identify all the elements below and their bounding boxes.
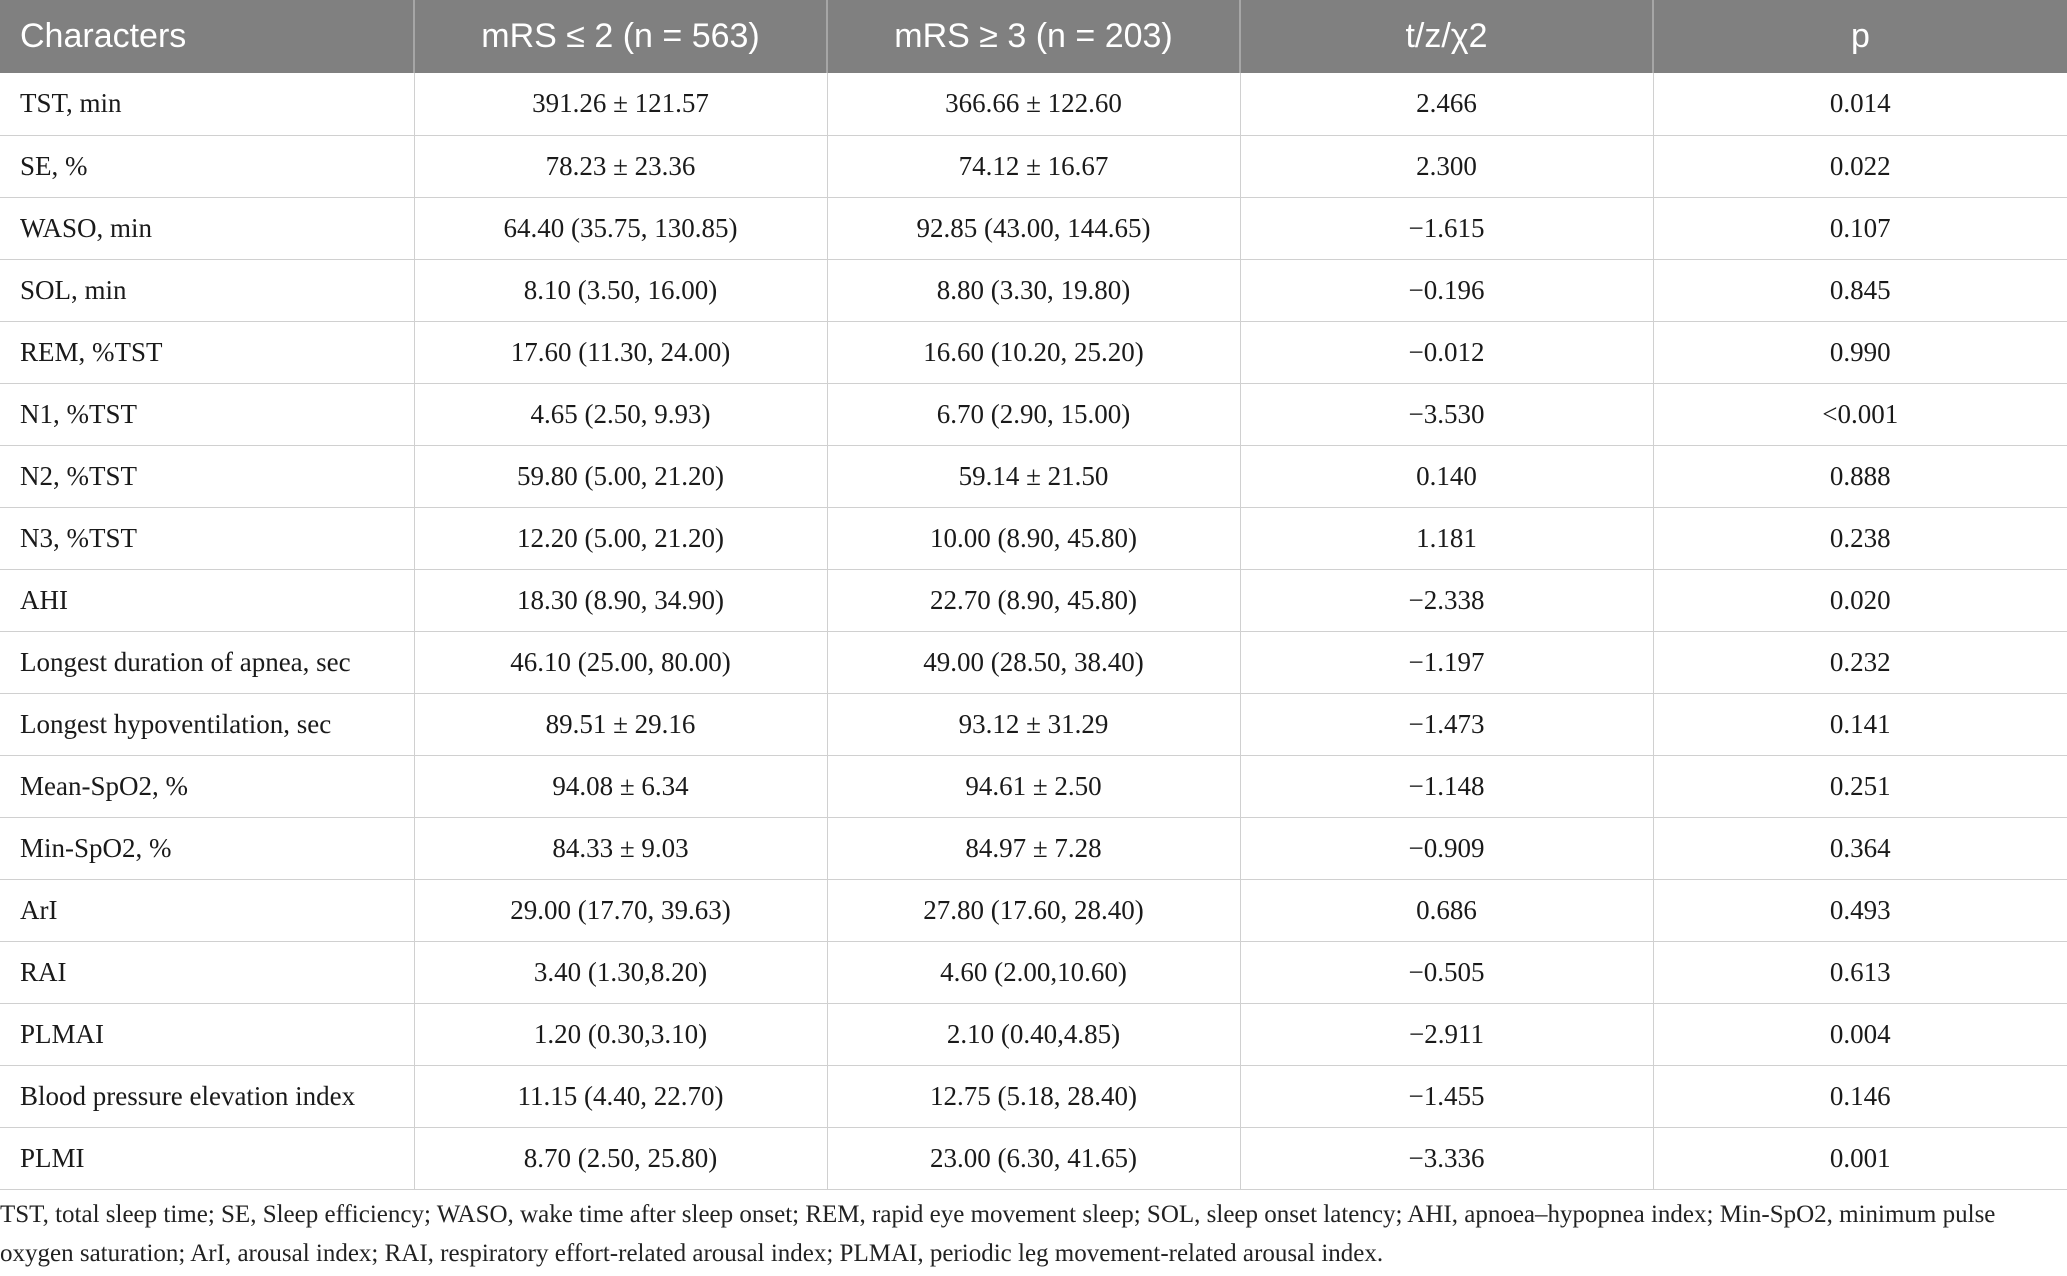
table-row <box>0 569 2067 631</box>
cell-p-value: 0.020 <box>1653 569 2067 631</box>
cell-test-statistic: 1.181 <box>1240 507 1653 569</box>
cell-test-statistic: −0.909 <box>1240 817 1653 879</box>
cell-mrs-high: 92.85 (43.00, 144.65) <box>827 197 1240 259</box>
cell-mrs-low: 46.10 (25.00, 80.00) <box>414 631 827 693</box>
cell-p-value: 0.251 <box>1653 755 2067 817</box>
cell-p-value: 0.022 <box>1653 135 2067 197</box>
table-row <box>0 507 2067 569</box>
cell-mrs-low: 84.33 ± 9.03 <box>414 817 827 879</box>
cell-mrs-high: 366.66 ± 122.60 <box>827 73 1240 135</box>
cell-p-value: 0.004 <box>1653 1003 2067 1065</box>
cell-mrs-low: 1.20 (0.30,3.10) <box>414 1003 827 1065</box>
cell-mrs-high: 4.60 (2.00,10.60) <box>827 941 1240 1003</box>
table-row <box>0 755 2067 817</box>
cell-mrs-low: 12.20 (5.00, 21.20) <box>414 507 827 569</box>
cell-mrs-low: 8.10 (3.50, 16.00) <box>414 259 827 321</box>
cell-mrs-high: 12.75 (5.18, 28.40) <box>827 1065 1240 1127</box>
header-test-statistic: t/z/χ2 <box>1240 0 1653 73</box>
cell-characteristic: PLMAI <box>0 1003 414 1065</box>
cell-mrs-high: 10.00 (8.90, 45.80) <box>827 507 1240 569</box>
cell-p-value: 0.888 <box>1653 445 2067 507</box>
cell-mrs-high: 84.97 ± 7.28 <box>827 817 1240 879</box>
cell-characteristic: Mean-SpO2, % <box>0 755 414 817</box>
cell-mrs-low: 64.40 (35.75, 130.85) <box>414 197 827 259</box>
cell-p-value: 0.146 <box>1653 1065 2067 1127</box>
table-footnote: TST, total sleep time; SE, Sleep efficiency; WASO, wake time after sleep onset; REM, rapid eye movement sleep; SOL, sleep onset latency; AHI, apnoea–hypopnea index; Min-SpO2, minimum pulse oxygen saturation; ArI, arousal index; RAI, respiratory effort-related arousal index; PLMAI, periodic leg movement-related arousal index. <box>0 1201 1996 1267</box>
cell-p-value: 0.001 <box>1653 1127 2067 1189</box>
cell-characteristic: Longest duration of apnea, sec <box>0 631 414 693</box>
cell-test-statistic: −3.530 <box>1240 383 1653 445</box>
cell-characteristic: Blood pressure elevation index <box>0 1065 414 1127</box>
cell-characteristic: SE, % <box>0 135 414 197</box>
cell-characteristic: AHI <box>0 569 414 631</box>
header-row <box>0 0 2067 73</box>
cell-test-statistic: 2.300 <box>1240 135 1653 197</box>
cell-characteristic: N3, %TST <box>0 507 414 569</box>
cell-mrs-high: 16.60 (10.20, 25.20) <box>827 321 1240 383</box>
cell-characteristic: Longest hypoventilation, sec <box>0 693 414 755</box>
table-row <box>0 1127 2067 1189</box>
cell-mrs-high: 49.00 (28.50, 38.40) <box>827 631 1240 693</box>
cell-characteristic: SOL, min <box>0 259 414 321</box>
table-row <box>0 259 2067 321</box>
cell-test-statistic: −1.473 <box>1240 693 1653 755</box>
table-row <box>0 941 2067 1003</box>
table-row <box>0 135 2067 197</box>
table-row <box>0 383 2067 445</box>
cell-test-statistic: −1.197 <box>1240 631 1653 693</box>
cell-p-value: 0.014 <box>1653 73 2067 135</box>
cell-p-value: 0.232 <box>1653 631 2067 693</box>
cell-mrs-low: 11.15 (4.40, 22.70) <box>414 1065 827 1127</box>
table-row <box>0 197 2067 259</box>
cell-characteristic: PLMI <box>0 1127 414 1189</box>
cell-p-value: 0.141 <box>1653 693 2067 755</box>
cell-test-statistic: 2.466 <box>1240 73 1653 135</box>
table-row <box>0 631 2067 693</box>
cell-p-value: 0.990 <box>1653 321 2067 383</box>
cell-mrs-high: 23.00 (6.30, 41.65) <box>827 1127 1240 1189</box>
cell-test-statistic: −1.455 <box>1240 1065 1653 1127</box>
cell-p-value: 0.107 <box>1653 197 2067 259</box>
table-row <box>0 1003 2067 1065</box>
table-row <box>0 817 2067 879</box>
cell-test-statistic: −0.196 <box>1240 259 1653 321</box>
cell-characteristic: ArI <box>0 879 414 941</box>
cell-test-statistic: 0.140 <box>1240 445 1653 507</box>
cell-test-statistic: −3.336 <box>1240 1127 1653 1189</box>
table-row <box>0 693 2067 755</box>
table-row <box>0 1065 2067 1127</box>
cell-mrs-low: 17.60 (11.30, 24.00) <box>414 321 827 383</box>
cell-test-statistic: −2.911 <box>1240 1003 1653 1065</box>
cell-mrs-high: 2.10 (0.40,4.85) <box>827 1003 1240 1065</box>
cell-mrs-low: 8.70 (2.50, 25.80) <box>414 1127 827 1189</box>
cell-characteristic: REM, %TST <box>0 321 414 383</box>
cell-test-statistic: −0.012 <box>1240 321 1653 383</box>
cell-p-value: 0.238 <box>1653 507 2067 569</box>
cell-p-value: <0.001 <box>1653 383 2067 445</box>
cell-p-value: 0.493 <box>1653 879 2067 941</box>
table-body <box>0 73 2067 1189</box>
cell-p-value: 0.364 <box>1653 817 2067 879</box>
table-row <box>0 445 2067 507</box>
table-row <box>0 73 2067 135</box>
cell-test-statistic: −0.505 <box>1240 941 1653 1003</box>
header-p-value: p <box>1653 0 2067 73</box>
cell-characteristic: TST, min <box>0 73 414 135</box>
cell-characteristic: Min-SpO2, % <box>0 817 414 879</box>
cell-test-statistic: −2.338 <box>1240 569 1653 631</box>
cell-mrs-high: 22.70 (8.90, 45.80) <box>827 569 1240 631</box>
table-header <box>0 0 2067 73</box>
cell-mrs-low: 89.51 ± 29.16 <box>414 693 827 755</box>
cell-mrs-high: 94.61 ± 2.50 <box>827 755 1240 817</box>
cell-mrs-high: 27.80 (17.60, 28.40) <box>827 879 1240 941</box>
cell-test-statistic: 0.686 <box>1240 879 1653 941</box>
cell-p-value: 0.845 <box>1653 259 2067 321</box>
cell-mrs-high: 8.80 (3.30, 19.80) <box>827 259 1240 321</box>
cell-characteristic: N1, %TST <box>0 383 414 445</box>
cell-p-value: 0.613 <box>1653 941 2067 1003</box>
table-row <box>0 879 2067 941</box>
cell-mrs-high: 93.12 ± 31.29 <box>827 693 1240 755</box>
cell-test-statistic: −1.148 <box>1240 755 1653 817</box>
cell-mrs-low: 4.65 (2.50, 9.93) <box>414 383 827 445</box>
cell-characteristic: N2, %TST <box>0 445 414 507</box>
cell-mrs-low: 78.23 ± 23.36 <box>414 135 827 197</box>
cell-mrs-low: 18.30 (8.90, 34.90) <box>414 569 827 631</box>
cell-mrs-low: 59.80 (5.00, 21.20) <box>414 445 827 507</box>
header-mrs-low: mRS ≤ 2 (n = 563) <box>414 0 827 73</box>
cell-mrs-low: 391.26 ± 121.57 <box>414 73 827 135</box>
header-characters: Characters <box>20 17 187 55</box>
table-row <box>0 321 2067 383</box>
cell-test-statistic: −1.615 <box>1240 197 1653 259</box>
cell-characteristic: RAI <box>0 941 414 1003</box>
cell-mrs-low: 94.08 ± 6.34 <box>414 755 827 817</box>
cell-mrs-high: 59.14 ± 21.50 <box>827 445 1240 507</box>
cell-mrs-low: 3.40 (1.30,8.20) <box>414 941 827 1003</box>
cell-mrs-low: 29.00 (17.70, 39.63) <box>414 879 827 941</box>
header-mrs-high: mRS ≥ 3 (n = 203) <box>827 0 1240 73</box>
cell-mrs-high: 74.12 ± 16.67 <box>827 135 1240 197</box>
cell-characteristic: WASO, min <box>0 197 414 259</box>
cell-mrs-high: 6.70 (2.90, 15.00) <box>827 383 1240 445</box>
